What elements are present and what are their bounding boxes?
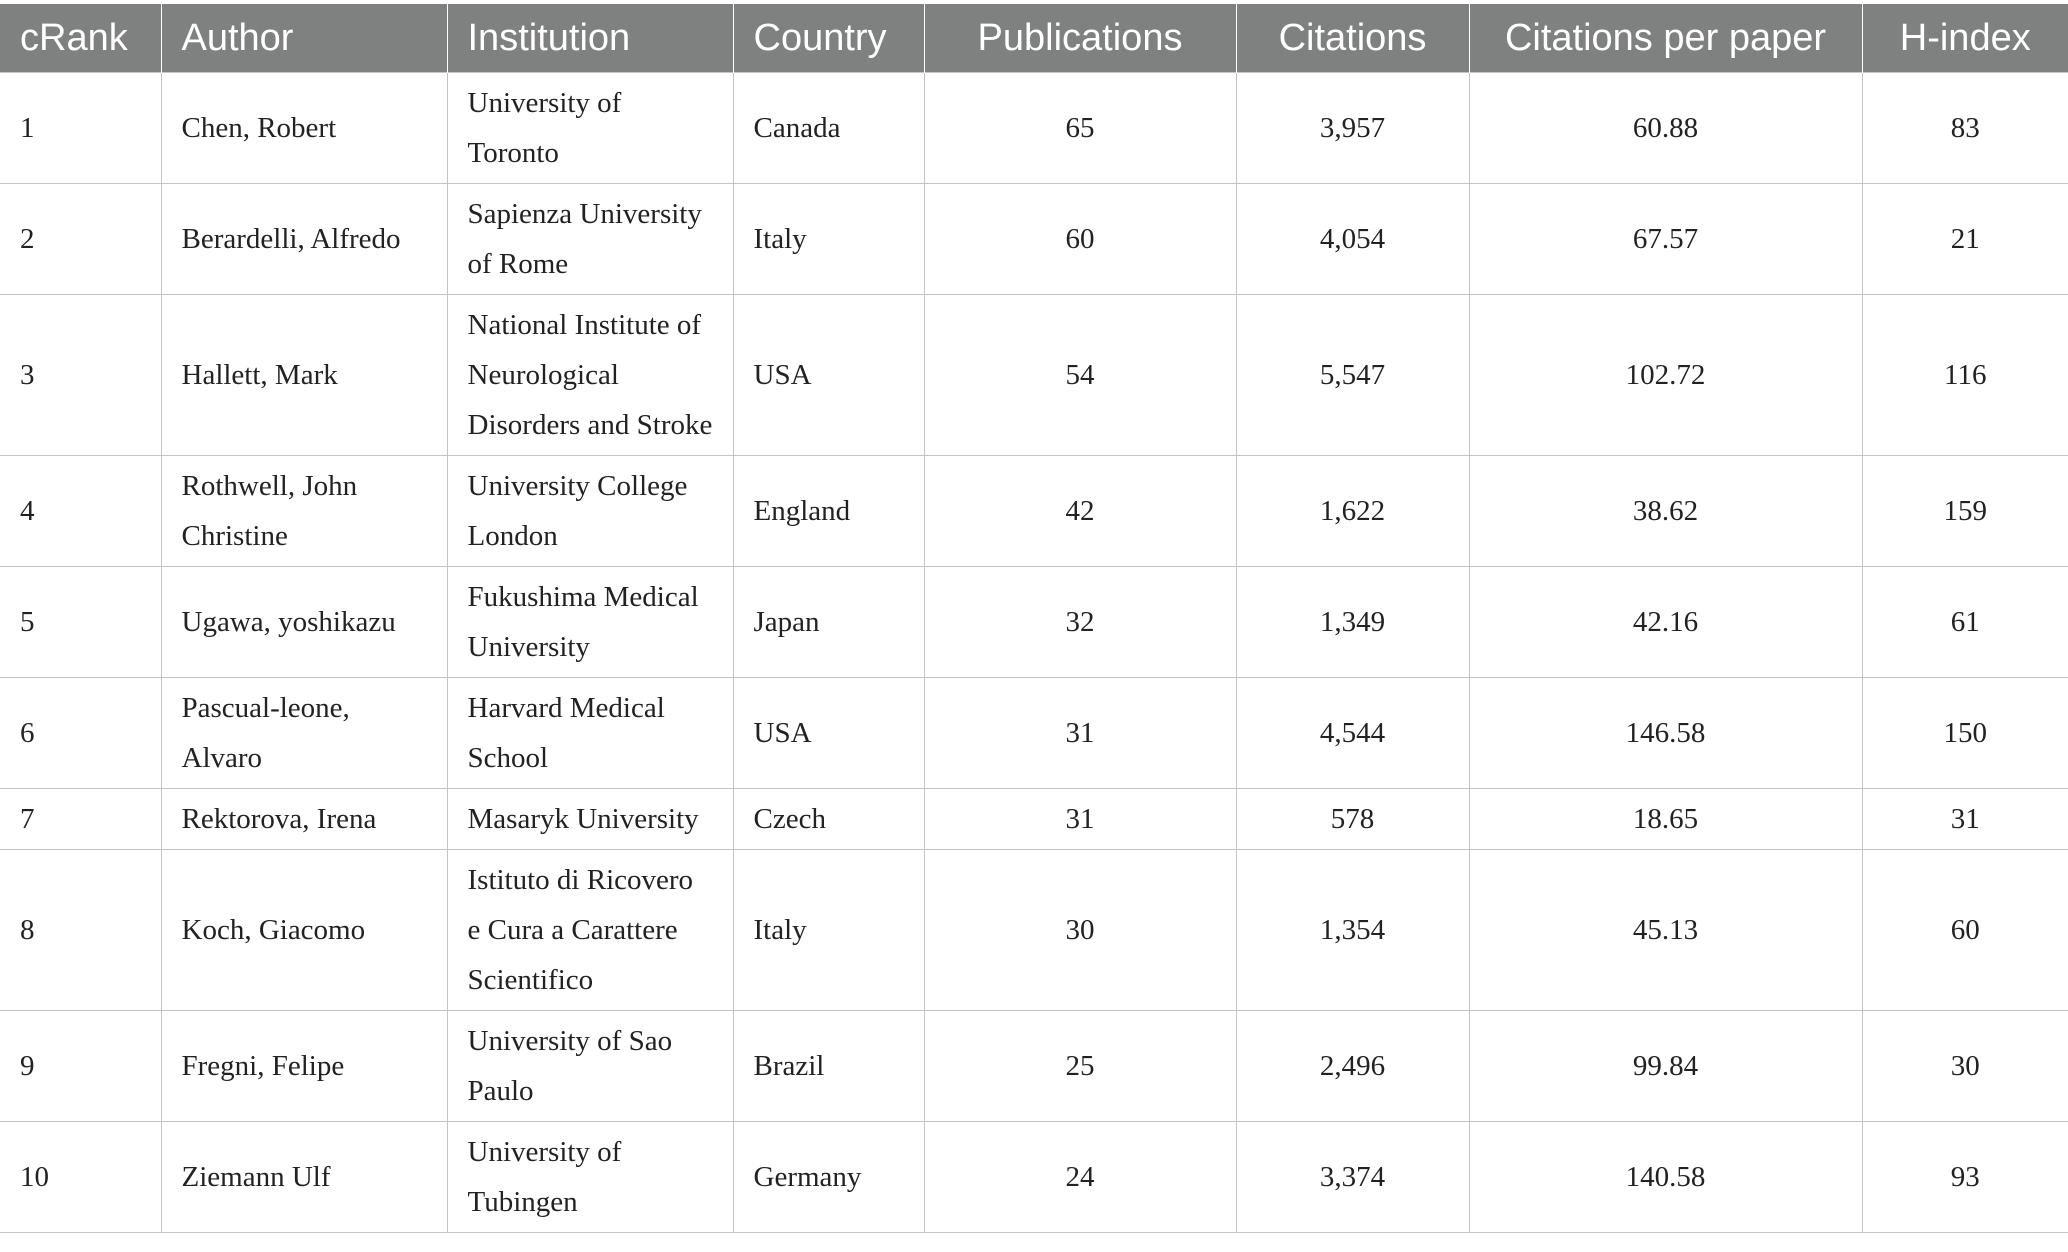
cell-institution: University of Sao Paulo xyxy=(447,1011,733,1122)
cell-country: Japan xyxy=(733,567,924,678)
cell-citations: 4,054 xyxy=(1236,184,1469,295)
cell-author: Rothwell, John Christine xyxy=(161,456,447,567)
cell-crank: 10 xyxy=(0,1122,161,1233)
cell-h-index: 21 xyxy=(1862,184,2068,295)
cell-author: Ziemann Ulf xyxy=(161,1122,447,1233)
cell-institution: National Institute of Neurological Disorders and Stroke xyxy=(447,295,733,456)
cell-citations-per-paper: 60.88 xyxy=(1469,73,1862,184)
cell-crank: 6 xyxy=(0,678,161,789)
cell-citations-per-paper: 42.16 xyxy=(1469,567,1862,678)
cell-institution: Masaryk University xyxy=(447,789,733,850)
cell-country: Brazil xyxy=(733,1011,924,1122)
cell-author: Rektorova, Irena xyxy=(161,789,447,850)
cell-author: Berardelli, Alfredo xyxy=(161,184,447,295)
cell-author: Koch, Giacomo xyxy=(161,850,447,1011)
cell-country: Canada xyxy=(733,73,924,184)
cell-institution: Istituto di Ricovero e Cura a Carattere Scientifico xyxy=(447,850,733,1011)
header-country: Country xyxy=(733,4,924,73)
cell-h-index: 116 xyxy=(1862,295,2068,456)
header-crank: cRank xyxy=(0,4,161,73)
cell-author: Pascual-leone, Alvaro xyxy=(161,678,447,789)
cell-citations-per-paper: 102.72 xyxy=(1469,295,1862,456)
cell-publications: 42 xyxy=(924,456,1236,567)
table-row xyxy=(0,850,2068,1011)
cell-institution: Sapienza University of Rome xyxy=(447,184,733,295)
header-institution: Institution xyxy=(447,4,733,73)
header-citations: Citations xyxy=(1236,4,1469,73)
cell-citations-per-paper: 67.57 xyxy=(1469,184,1862,295)
cell-h-index: 31 xyxy=(1862,789,2068,850)
table-row xyxy=(0,567,2068,678)
cell-crank: 8 xyxy=(0,850,161,1011)
cell-citations: 1,622 xyxy=(1236,456,1469,567)
cell-country: Germany xyxy=(733,1122,924,1233)
cell-publications: 31 xyxy=(924,789,1236,850)
cell-publications: 60 xyxy=(924,184,1236,295)
cell-author: Hallett, Mark xyxy=(161,295,447,456)
table-header-row xyxy=(0,4,2068,73)
cell-crank: 1 xyxy=(0,73,161,184)
table-row xyxy=(0,295,2068,456)
cell-publications: 30 xyxy=(924,850,1236,1011)
cell-citations-per-paper: 18.65 xyxy=(1469,789,1862,850)
cell-institution: University of Toronto xyxy=(447,73,733,184)
cell-citations-per-paper: 38.62 xyxy=(1469,456,1862,567)
table-row xyxy=(0,184,2068,295)
table-row xyxy=(0,456,2068,567)
table-row xyxy=(0,1011,2068,1122)
authors-table xyxy=(0,4,2068,1233)
cell-publications: 32 xyxy=(924,567,1236,678)
cell-citations: 5,547 xyxy=(1236,295,1469,456)
cell-publications: 24 xyxy=(924,1122,1236,1233)
cell-citations-per-paper: 146.58 xyxy=(1469,678,1862,789)
cell-publications: 65 xyxy=(924,73,1236,184)
cell-h-index: 93 xyxy=(1862,1122,2068,1233)
cell-h-index: 60 xyxy=(1862,850,2068,1011)
cell-author: Ugawa, yoshikazu xyxy=(161,567,447,678)
cell-institution: University of Tubingen xyxy=(447,1122,733,1233)
cell-country: USA xyxy=(733,295,924,456)
cell-country: England xyxy=(733,456,924,567)
cell-citations-per-paper: 99.84 xyxy=(1469,1011,1862,1122)
cell-author: Chen, Robert xyxy=(161,73,447,184)
cell-h-index: 159 xyxy=(1862,456,2068,567)
cell-country: Czech xyxy=(733,789,924,850)
cell-country: USA xyxy=(733,678,924,789)
cell-institution: University College London xyxy=(447,456,733,567)
table-row xyxy=(0,789,2068,850)
header-author: Author xyxy=(161,4,447,73)
cell-citations-per-paper: 45.13 xyxy=(1469,850,1862,1011)
cell-citations: 4,544 xyxy=(1236,678,1469,789)
cell-author: Fregni, Felipe xyxy=(161,1011,447,1122)
cell-institution: Harvard Medical School xyxy=(447,678,733,789)
cell-citations: 2,496 xyxy=(1236,1011,1469,1122)
table-row xyxy=(0,1122,2068,1233)
cell-crank: 2 xyxy=(0,184,161,295)
cell-citations: 1,349 xyxy=(1236,567,1469,678)
cell-citations: 578 xyxy=(1236,789,1469,850)
cell-citations: 1,354 xyxy=(1236,850,1469,1011)
cell-h-index: 61 xyxy=(1862,567,2068,678)
cell-publications: 25 xyxy=(924,1011,1236,1122)
cell-citations: 3,957 xyxy=(1236,73,1469,184)
cell-institution: Fukushima Medical University xyxy=(447,567,733,678)
cell-publications: 31 xyxy=(924,678,1236,789)
cell-crank: 4 xyxy=(0,456,161,567)
cell-crank: 7 xyxy=(0,789,161,850)
cell-h-index: 150 xyxy=(1862,678,2068,789)
cell-crank: 3 xyxy=(0,295,161,456)
cell-country: Italy xyxy=(733,184,924,295)
cell-h-index: 30 xyxy=(1862,1011,2068,1122)
cell-crank: 9 xyxy=(0,1011,161,1122)
cell-crank: 5 xyxy=(0,567,161,678)
table-row xyxy=(0,678,2068,789)
header-h-index: H-index xyxy=(1862,4,2068,73)
cell-citations: 3,374 xyxy=(1236,1122,1469,1233)
cell-citations-per-paper: 140.58 xyxy=(1469,1122,1862,1233)
header-publications: Publications xyxy=(924,4,1236,73)
cell-country: Italy xyxy=(733,850,924,1011)
cell-publications: 54 xyxy=(924,295,1236,456)
table-row xyxy=(0,73,2068,184)
header-citations-per-paper: Citations per paper xyxy=(1469,4,1862,73)
cell-h-index: 83 xyxy=(1862,73,2068,184)
